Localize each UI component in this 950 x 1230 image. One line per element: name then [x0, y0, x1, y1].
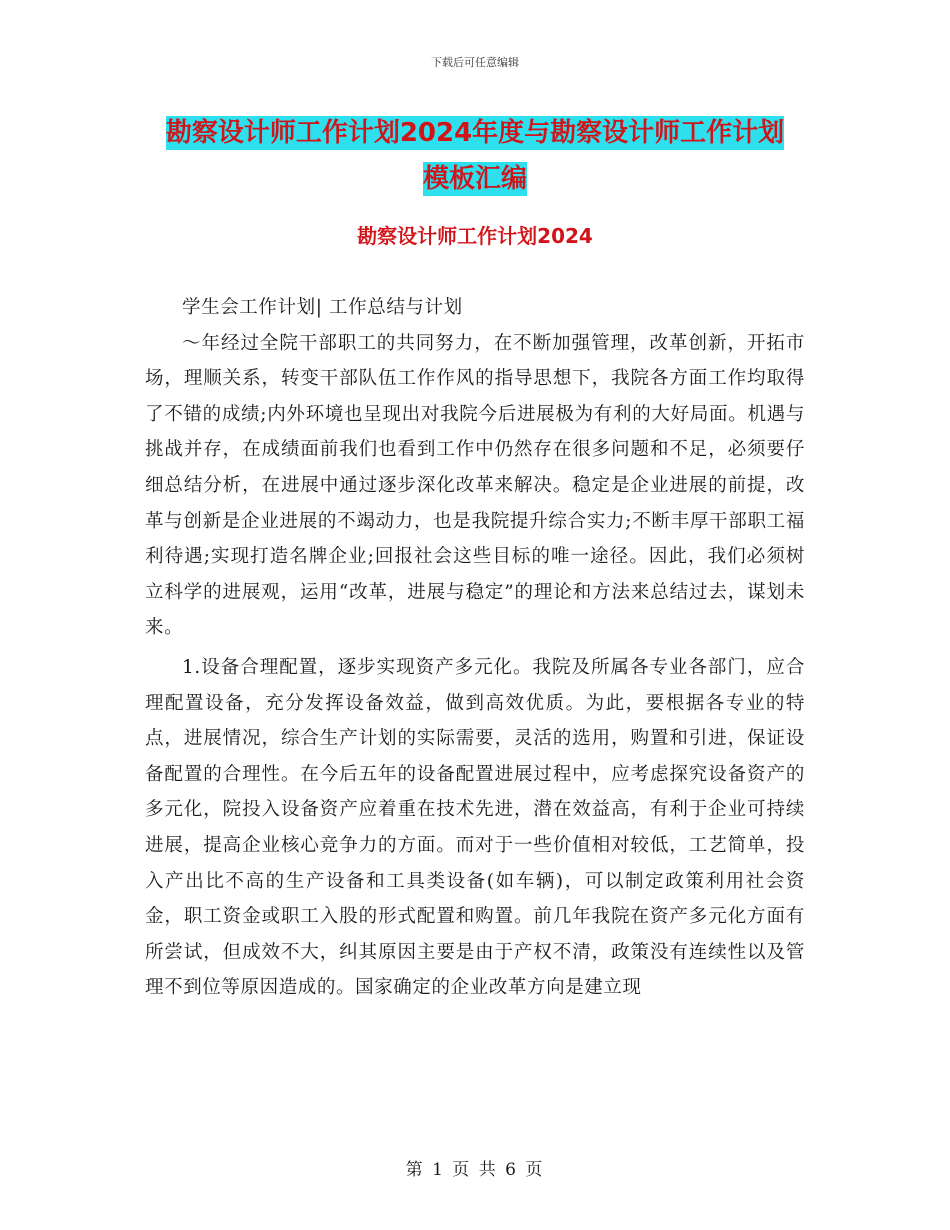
document-title: [0, 110, 950, 202]
document-body: [145, 290, 805, 1006]
title-line-1: 勘察设计师工作计划2024年度与勘察设计师工作计划: [165, 118, 785, 148]
section-title: 勘察设计师工作计划2024: [357, 224, 593, 248]
title-line-2: 模板汇编: [422, 164, 527, 194]
paragraph-2: ～年经过全院干部职工的共同努力，在不断加强管理，改革创新，开拓市场，理顺关系，转变干部队伍工作作风的指导思想下，我院各方面工作均取得了不错的成绩;内外环境也呈现出对我院今后进展极为有利的大好局面。机遇与挑战并存，在成绩面前我们也看到工作中仍然存在很多问题和不足，必须要仔细总结分析，在进展中通过逐步深化改革来解决。稳定是企业进展的前提，改革与创新是企业进展的不竭动力，也是我院提升综合实力;不断丰厚干部职工福利待遇;实现打造名牌企业;回报社会这些目标的唯一途径。因此，我们必须树立科学的进展观，运用“改革，进展与稳定”的理论和方法来总结过去，谋划未来。: [145, 332, 805, 639]
page-header-note: 下载后可任意编辑: [431, 56, 519, 69]
paragraph-3: 1.设备合理配置，逐步实现资产多元化。我院及所属各专业各部门，应合理配置设备，充分发挥设备效益，做到高效优质。为此，要根据各专业的特点，进展情况，综合生产计划的实际需要，灵活的选用，购置和引进，保证设备配置的合理性。在今后五年的设备配置进展过程中，应考虑探究设备资产的多元化，院投入设备资产应着重在技术先进，潜在效益高，有利于企业可持续进展，提高企业核心竞争力的方面。而对于一些价值相对较低，工艺简单，投入产出比不高的生产设备和工具类设备(如车辆)，可以制定政策利用社会资金，职工资金或职工入股的形式配置和购置。前几年我院在资产多元化方面有所尝试，但成效不大，纠其原因主要是由于产权不清，政策没有连续性以及管理不到位等原因造成的。国家确定的企业改革方向是建立现: [145, 656, 805, 999]
paragraph-1: 学生会工作计划| 工作总结与计划: [182, 297, 463, 318]
page-number: 第 1 页 共 6 页: [405, 1160, 545, 1180]
